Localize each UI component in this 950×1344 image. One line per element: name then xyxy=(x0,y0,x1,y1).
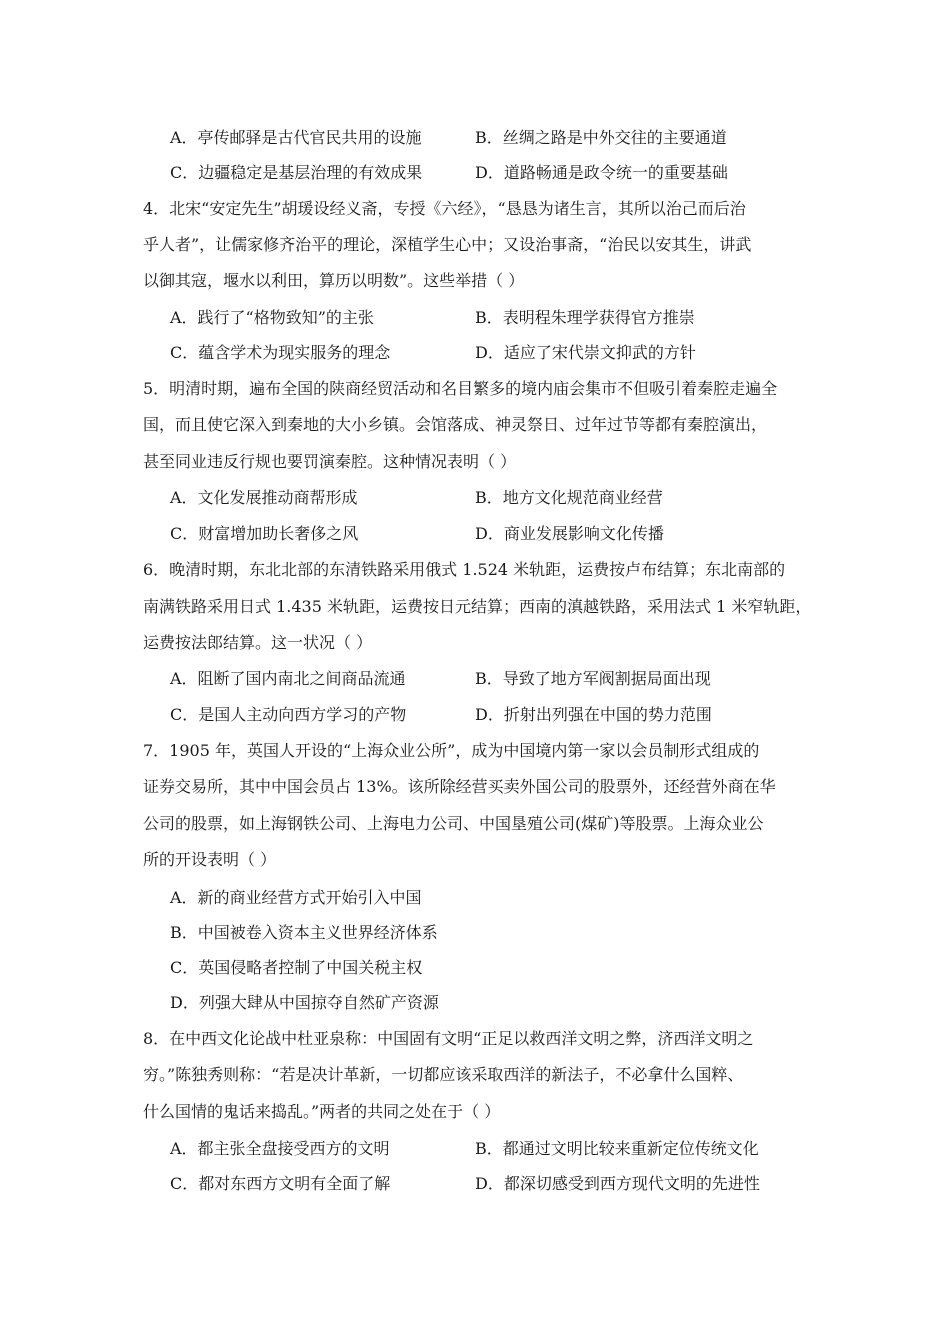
q8-stem-line: 什么国情的鬼话来捣乱。”两者的共同之处在于（ ） xyxy=(143,1102,501,1121)
q4-option-b: B．表明程朱理学获得官方推崇 xyxy=(475,308,695,327)
q5-option-c: C．财富增加助长奢侈之风 xyxy=(170,524,359,543)
q8-stem-line: 穷。”陈独秀则称：“若是决计革新，一切都应该采取西洋的新法子，不必拿什么国粹、 xyxy=(143,1065,744,1084)
q3-option-b: B．丝绸之路是中外交往的主要通道 xyxy=(475,128,727,147)
q5-stem-line: 甚至同业违反行规也要罚演秦腔。这种情况表明（ ） xyxy=(143,452,517,471)
q8-option-c: C．都对东西方文明有全面了解 xyxy=(170,1174,391,1193)
q4-stem-line: 4．北宋“安定先生”胡瑗设经义斋，专授《六经》，“恳恳为诸生言，其所以治己而后治 xyxy=(143,199,746,218)
q4-option-a: A．践行了“格物致知”的主张 xyxy=(170,308,374,327)
q5-stem-line: 5．明清时期，遍布全国的陕商经贸活动和名目繁多的境内庙会集市不但吸引着秦腔走遍全 xyxy=(143,379,778,398)
q5-option-a: A．文化发展推动商帮形成 xyxy=(170,488,358,507)
q3-option-d: D．道路畅通是政令统一的重要基础 xyxy=(475,163,728,182)
q7-stem-line: 所的开设表明（ ） xyxy=(143,850,277,869)
q4-stem-line: 乎人者”，让儒家修齐治平的理论，深植学生心中；又设治事斋，“治民以安其生，讲武 xyxy=(143,235,752,254)
q3-option-c: C．边疆稳定是基层治理的有效成果 xyxy=(170,163,423,182)
q8-option-d: D．都深切感受到西方现代文明的先进性 xyxy=(475,1174,760,1193)
q6-stem-line: 6．晚清时期，东北北部的东清铁路采用俄式 1.524 米轨距，运费按卢布结算；东北南部的 xyxy=(143,560,786,579)
q3-option-a: A．亭传邮驿是古代官民共用的设施 xyxy=(170,128,422,147)
q6-option-c: C．是国人主动向西方学习的产物 xyxy=(170,705,407,724)
q6-option-a: A．阻断了国内南北之间商品流通 xyxy=(170,669,406,688)
q6-stem-line: 运费按法郎结算。这一状况（ ） xyxy=(143,633,373,652)
q6-stem-line: 南满铁路采用日式 1.435 米轨距，运费按日元结算；西南的滇越铁路，采用法式 1 米窄轨距， xyxy=(143,597,812,616)
q5-option-d: D．商业发展影响文化传播 xyxy=(475,524,664,543)
q7-stem-line: 7．1905 年，英国人开设的“上海众业公所”，成为中国境内第一家以会员制形式组成的 xyxy=(143,741,760,760)
q8-option-b: B．都通过文明比较来重新定位传统文化 xyxy=(475,1139,759,1158)
q7-option-b: B．中国被卷入资本主义世界经济体系 xyxy=(170,923,438,942)
q4-stem-line: 以御其寇，堰水以利田，算历以明数”。这些举措（ ） xyxy=(143,271,525,290)
q7-option-c: C．英国侵略者控制了中国关税主权 xyxy=(170,958,423,977)
q4-option-d: D．适应了宋代崇文抑武的方针 xyxy=(475,343,696,362)
q7-stem-line: 公司的股票，如上海钢铁公司、上海电力公司、中国垦殖公司(煤矿)等股票。上海众业公 xyxy=(143,814,764,833)
q7-stem-line: 证券交易所，其中中国会员占 13%。该所除经营买卖外国公司的股票外，还经营外商在华 xyxy=(143,777,776,796)
q5-option-b: B．地方文化规范商业经营 xyxy=(475,488,663,507)
q8-stem-line: 8．在中西文化论战中杜亚泉称：中国固有文明“正足以救西洋文明之弊，济西洋文明之 xyxy=(143,1029,754,1048)
q6-option-d: D．折射出列强在中国的势力范围 xyxy=(475,705,712,724)
q4-option-c: C．蕴含学术为现实服务的理念 xyxy=(170,343,391,362)
q7-option-d: D．列强大肆从中国掠夺自然矿产资源 xyxy=(170,993,439,1012)
q5-stem-line: 国，而且使它深入到秦地的大小乡镇。会馆落成、神灵祭日、过年过节等都有秦腔演出， xyxy=(143,415,768,434)
q6-option-b: B．导致了地方军阀割据局面出现 xyxy=(475,669,711,688)
q8-option-a: A．都主张全盘接受西方的文明 xyxy=(170,1139,390,1158)
q7-option-a: A．新的商业经营方式开始引入中国 xyxy=(170,888,422,907)
